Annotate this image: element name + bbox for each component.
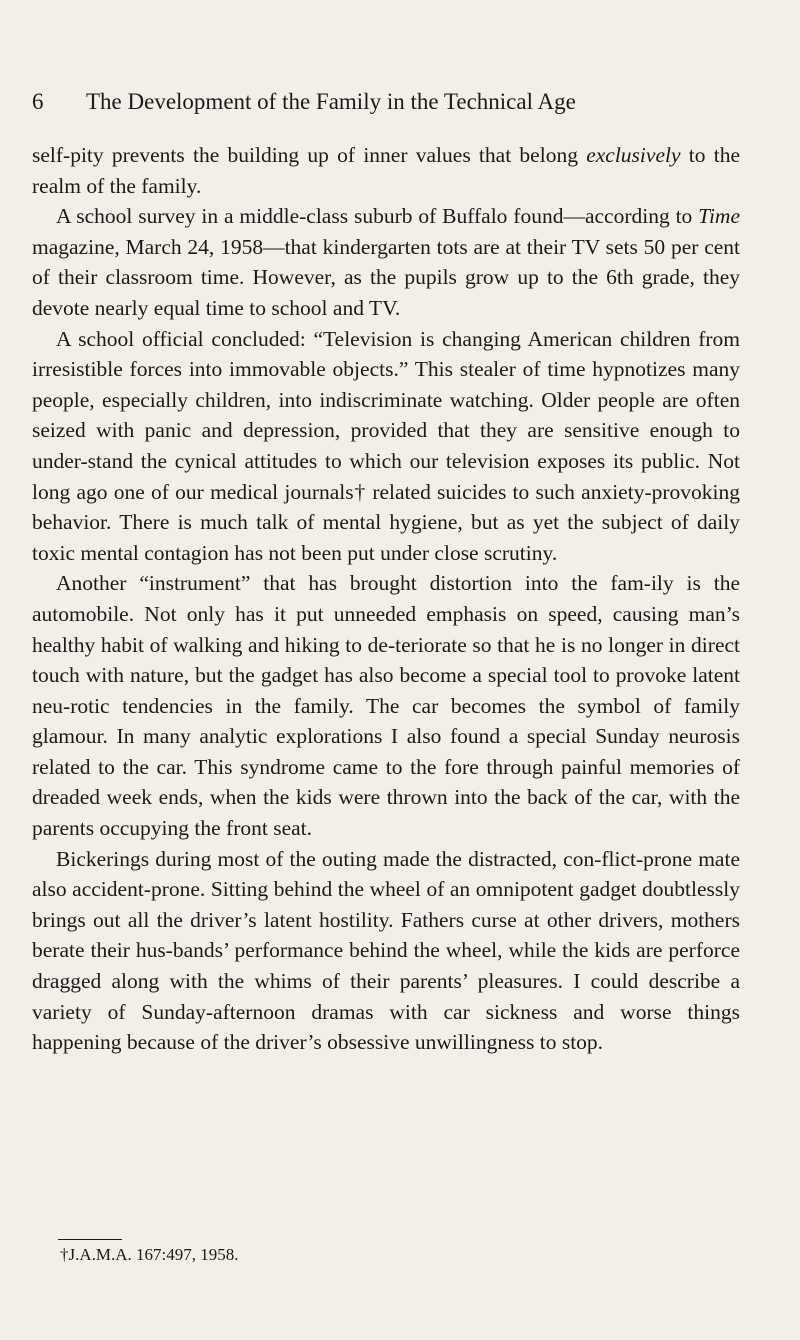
footnote: †J.A.M.A. 167:497, 1958. [60,1245,239,1264]
paragraph-automobile: Another “instrument” that has brought distortion into the fam-ily is the automobile. Not only has it put unneeded emphasis on speed, causing man’s healthy habit of walking and hiking to de-teriorate so that he is no longer in direct touch with nature, but the gadget has also become a special tool to provoke latent neu-rotic tendencies in the family. The car becomes the symbol of family glamour. In many analytic explorations I also found a special Sunday neurosis related to the car. This syndrome came to the fore through painful memories of dreaded week ends, when the kids were thrown into the back of the car, with the parents occupying the front seat. [32,571,740,841]
paragraph-television: A school official concluded: “Television is changing American children from irresistible forces into immovable objects.” This stealer of time hypnotizes many people, especially children, into indiscriminate watching. Older people are often seized with panic and depression, provided that they are sensitive enough to under-stand the cynical attitudes to which our television exposes its public. Not long ago one of our medical journals† related suicides to such anxiety-provoking behavior. There is much talk of mental hygiene, but as yet the subject of daily toxic mental contagion has not been put under close scrutiny. [32,326,740,565]
running-head [32,86,772,118]
body-text [32,140,740,1058]
paragraph-continuation [32,140,740,201]
paragraph-bickerings: Bickerings during most of the outing made the distracted, con-flict-prone mate also accident-prone. Sitting behind the wheel of an omnipotent gadget doubtlessly brings out all the driver’s latent hostility. Fathers curse at other drivers, mothers berate their hus-bands’ performance behind the wheel, while the kids are perforce dragged along with the whims of their parents’ pleasures. I could describe a variety of Sunday-afternoon dramas with car sickness and worse things happening because of the driver’s obsessive unwillingness to stop. [32,846,740,1055]
paragraph-text: A school survey in a middle-class suburb of Buffalo found—according to [56,204,699,229]
paragraph-text: to the realm of the family. [32,143,740,198]
emphasized-word: exclusively [586,143,681,167]
chapter-title: The Development of the Family in the Technical Age [86,89,576,114]
paragraph-school-survey [32,201,740,323]
page-number: 6 [32,89,44,114]
paragraph-text: magazine, March 24, 1958—that kindergarten tots are at their TV sets 50 per cent of their classroom time. However, as the pupils grow up to the 6th grade, they devote nearly equal time to school and TV. [32,234,740,320]
footnote-rule [58,1239,122,1240]
magazine-title: Time [698,204,740,229]
paragraph-text: self-pity prevents the building up of inner values that belong [32,143,587,167]
